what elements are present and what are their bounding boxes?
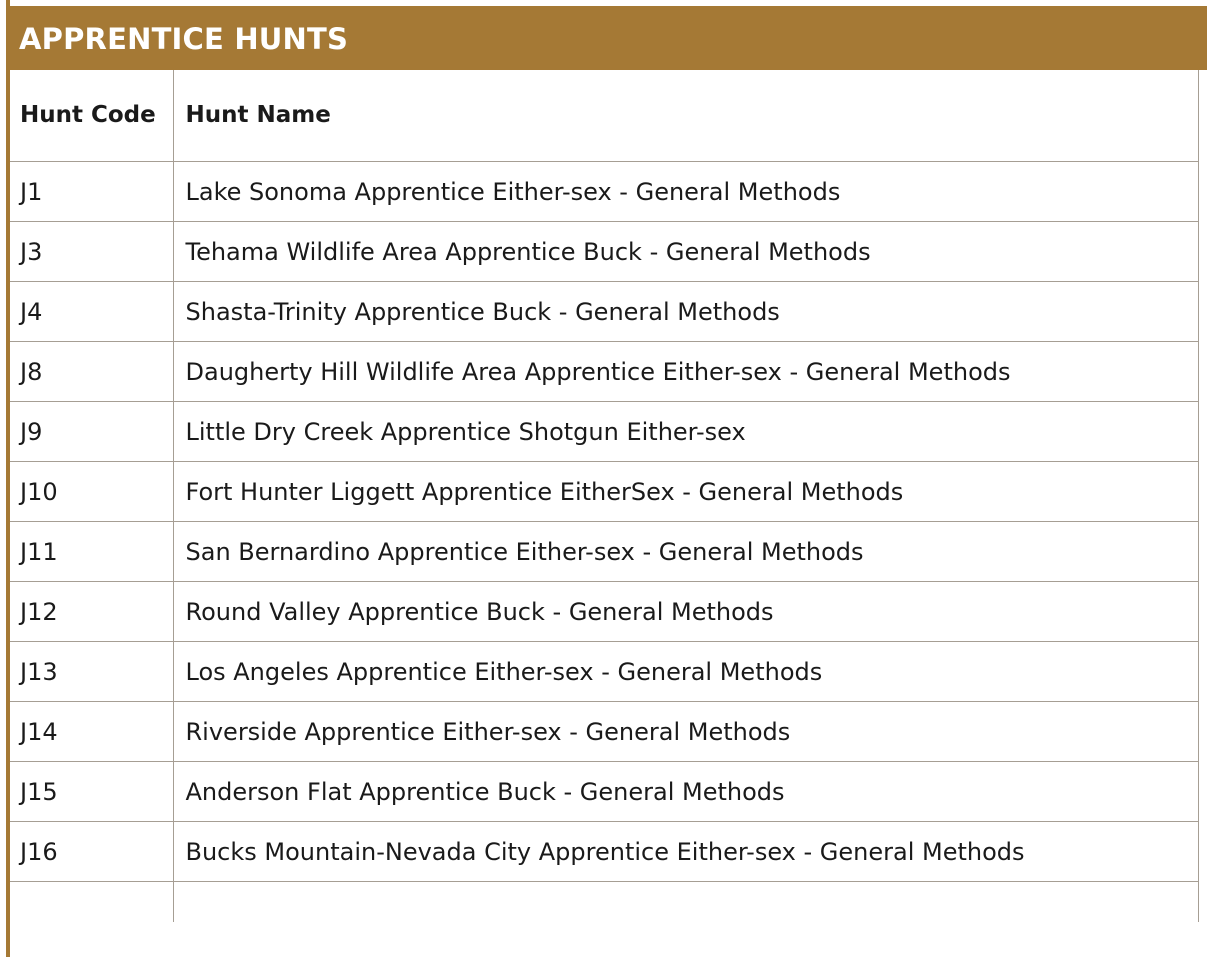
hunt-code-cell: J3 — [10, 222, 173, 282]
hunt-name-cell: Lake Sonoma Apprentice Either-sex - General Methods — [173, 162, 1198, 222]
hunt-code-cell: J11 — [10, 522, 173, 582]
hunt-name-cell-empty — [173, 882, 1198, 923]
table-row — [10, 762, 1198, 822]
hunt-name-cell: Anderson Flat Apprentice Buck - General Methods — [173, 762, 1198, 822]
table-row — [10, 702, 1198, 762]
hunt-name-cell: San Bernardino Apprentice Either-sex - General Methods — [173, 522, 1198, 582]
hunt-code-cell: J9 — [10, 402, 173, 462]
table-row — [10, 822, 1198, 882]
hunt-name-cell: Round Valley Apprentice Buck - General Methods — [173, 582, 1198, 642]
table-row — [10, 282, 1198, 342]
table-row — [10, 462, 1198, 522]
hunt-name-cell: Little Dry Creek Apprentice Shotgun Either-sex — [173, 402, 1198, 462]
table-row — [10, 642, 1198, 702]
table-row-partial — [10, 882, 1198, 923]
table-row — [10, 342, 1198, 402]
column-header-hunt-code: Hunt Code — [10, 70, 173, 162]
hunt-name-cell: Los Angeles Apprentice Either-sex - General Methods — [173, 642, 1198, 702]
column-header-hunt-name: Hunt Name — [173, 70, 1198, 162]
hunt-code-cell: J12 — [10, 582, 173, 642]
hunt-code-cell: J14 — [10, 702, 173, 762]
hunt-name-cell: Fort Hunter Liggett Apprentice EitherSex - General Methods — [173, 462, 1198, 522]
table-row — [10, 582, 1198, 642]
hunt-name-cell: Bucks Mountain-Nevada City Apprentice Either-sex - General Methods — [173, 822, 1198, 882]
hunt-code-cell: J10 — [10, 462, 173, 522]
table-header-row — [10, 70, 1198, 162]
hunts-table — [10, 70, 1199, 922]
hunt-code-cell: J15 — [10, 762, 173, 822]
hunt-code-cell: J4 — [10, 282, 173, 342]
hunt-name-cell: Riverside Apprentice Either-sex - General Methods — [173, 702, 1198, 762]
hunt-code-cell: J1 — [10, 162, 173, 222]
table-row — [10, 402, 1198, 462]
table-row — [10, 222, 1198, 282]
hunt-code-cell-empty — [10, 882, 173, 923]
hunt-name-cell: Tehama Wildlife Area Apprentice Buck - General Methods — [173, 222, 1198, 282]
section-title: APPRENTICE HUNTS — [19, 22, 349, 56]
hunt-name-cell: Shasta-Trinity Apprentice Buck - General Methods — [173, 282, 1198, 342]
hunt-code-cell: J16 — [10, 822, 173, 882]
table-row — [10, 162, 1198, 222]
table-row — [10, 522, 1198, 582]
hunt-name-cell: Daugherty Hill Wildlife Area Apprentice Either-sex - General Methods — [173, 342, 1198, 402]
hunt-code-cell: J13 — [10, 642, 173, 702]
hunt-code-cell: J8 — [10, 342, 173, 402]
